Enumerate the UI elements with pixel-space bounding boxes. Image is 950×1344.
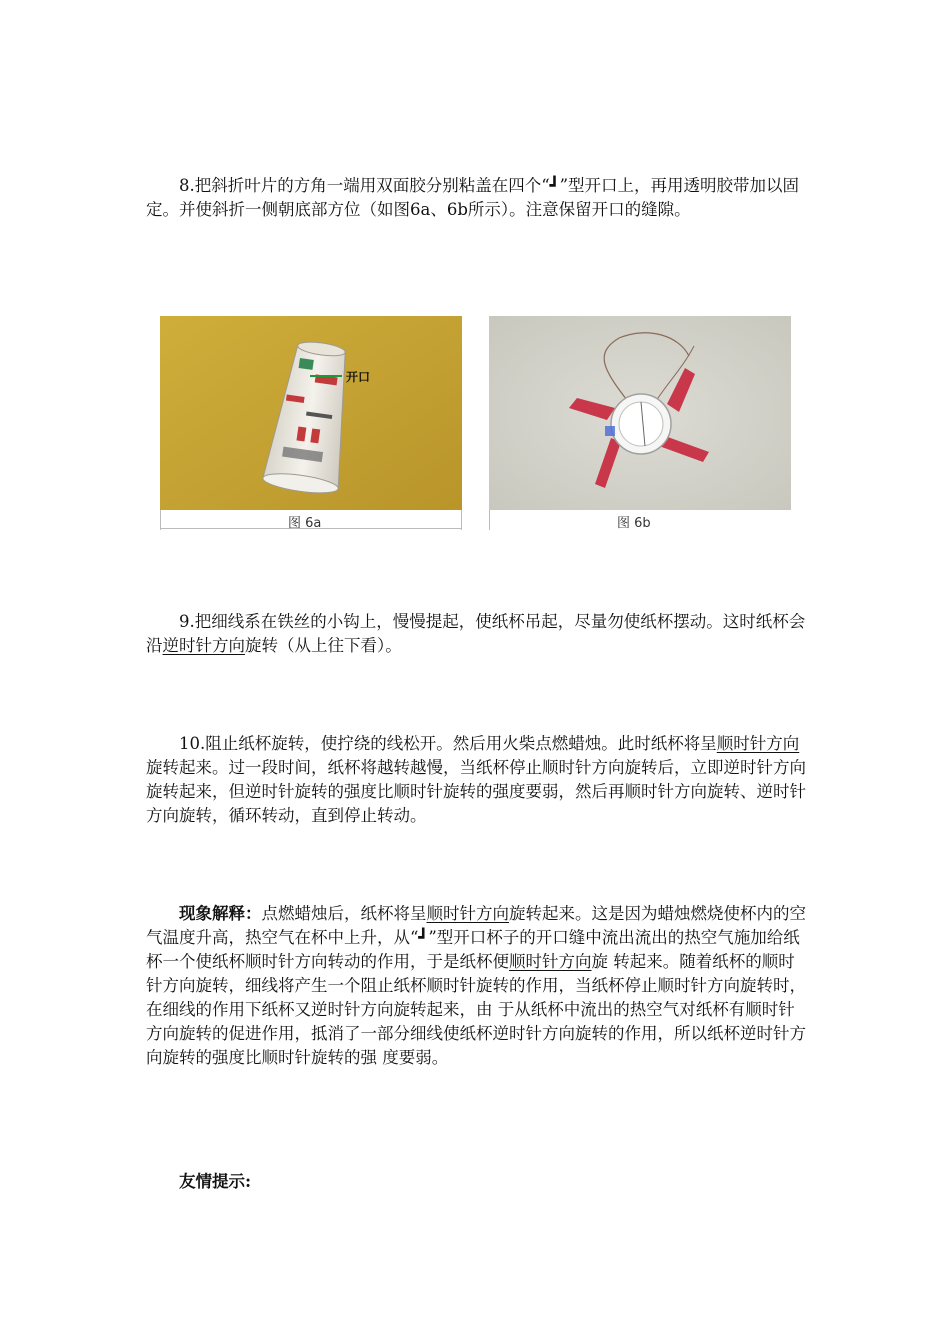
explanation-text-2: 旋转起来。这是因为蜡烛燃烧使杯内的空气温度升高，热空气在杯中上升，从“┛”型开口杯子的开口缝中流出流出的热空气施加给纸杯一个使纸杯顺时针方向转动的作用，于是纸杯便 xyxy=(146,904,806,971)
tips-heading: 友情提示: xyxy=(179,1172,252,1191)
explanation-underlined-1: 顺时针方向 xyxy=(426,904,509,923)
open-label: 开口 xyxy=(346,370,371,384)
step-9-underlined: 逆时针方向 xyxy=(162,636,245,655)
step-9-text-end: 旋转（从上往下看）。 xyxy=(245,636,402,655)
figure-6a-caption: 图 6a xyxy=(288,516,322,531)
step-10-text-end: 旋转起来。过一段时间，纸杯将越转越慢，当纸杯停止顺时针方向旋转后，立即逆时针方向旋转起来，但逆时针旋转的强度比顺时针旋转的强度要弱，然后再顺时针方向旋转、逆时针方向旋转，循环转动，直到停止转动。 xyxy=(146,758,806,825)
explanation-underlined-2: 顺时针方向 xyxy=(509,952,592,971)
explanation-text-1: 点燃蜡烛后，纸杯将呈 xyxy=(261,904,427,923)
figure-6b-caption: 图 6b xyxy=(617,516,651,531)
step-10-text: 10.阻止纸杯旋转，使拧绕的线松开。然后用火柴点燃蜡烛。此时纸杯将呈 xyxy=(179,734,717,753)
step-9-paragraph xyxy=(146,610,810,658)
figure-6b-photo xyxy=(489,316,791,510)
explanation-text-3: 旋 转起来。随着纸杯的顺时针方向旋转，细线将产生一个阻止纸杯顺时针旋转的作用，当纸杯停止顺时针方向旋转时，在细线的作用下纸杯又逆时针方向旋转起来，由 于从纸杯中流出的热空气对纸杯有顺时针方向旋转的促进作用，抵消了一部分细线使纸杯逆时针方向旋转的作用，所以纸杯逆时针方向旋转的强度比顺时针旋转的强 度要弱。 xyxy=(146,952,806,1067)
step-8-paragraph xyxy=(146,174,810,222)
step-10-underlined: 顺时针方向 xyxy=(716,734,800,753)
step-9-text: 9.把细线系在铁丝的小钩上，慢慢提起，使纸杯吊起，尽量勿使纸杯摆动。这时纸杯会沿 xyxy=(146,612,806,655)
step-8-text: 8.把斜折叶片的方角一端用双面胶分别粘盖在四个“┛”型开口上，再用透明胶带加以固定。并使斜折一侧朝底部方位（如图6a、6b所示）。注意保留开口的缝隙。 xyxy=(146,176,800,219)
figure-6a-photo xyxy=(160,316,462,510)
explanation-paragraph xyxy=(146,902,810,1070)
figure-6b xyxy=(489,316,791,530)
figure-6a xyxy=(160,316,462,530)
step-10-paragraph xyxy=(146,732,810,828)
explanation-heading: 现象解释： xyxy=(179,904,262,923)
